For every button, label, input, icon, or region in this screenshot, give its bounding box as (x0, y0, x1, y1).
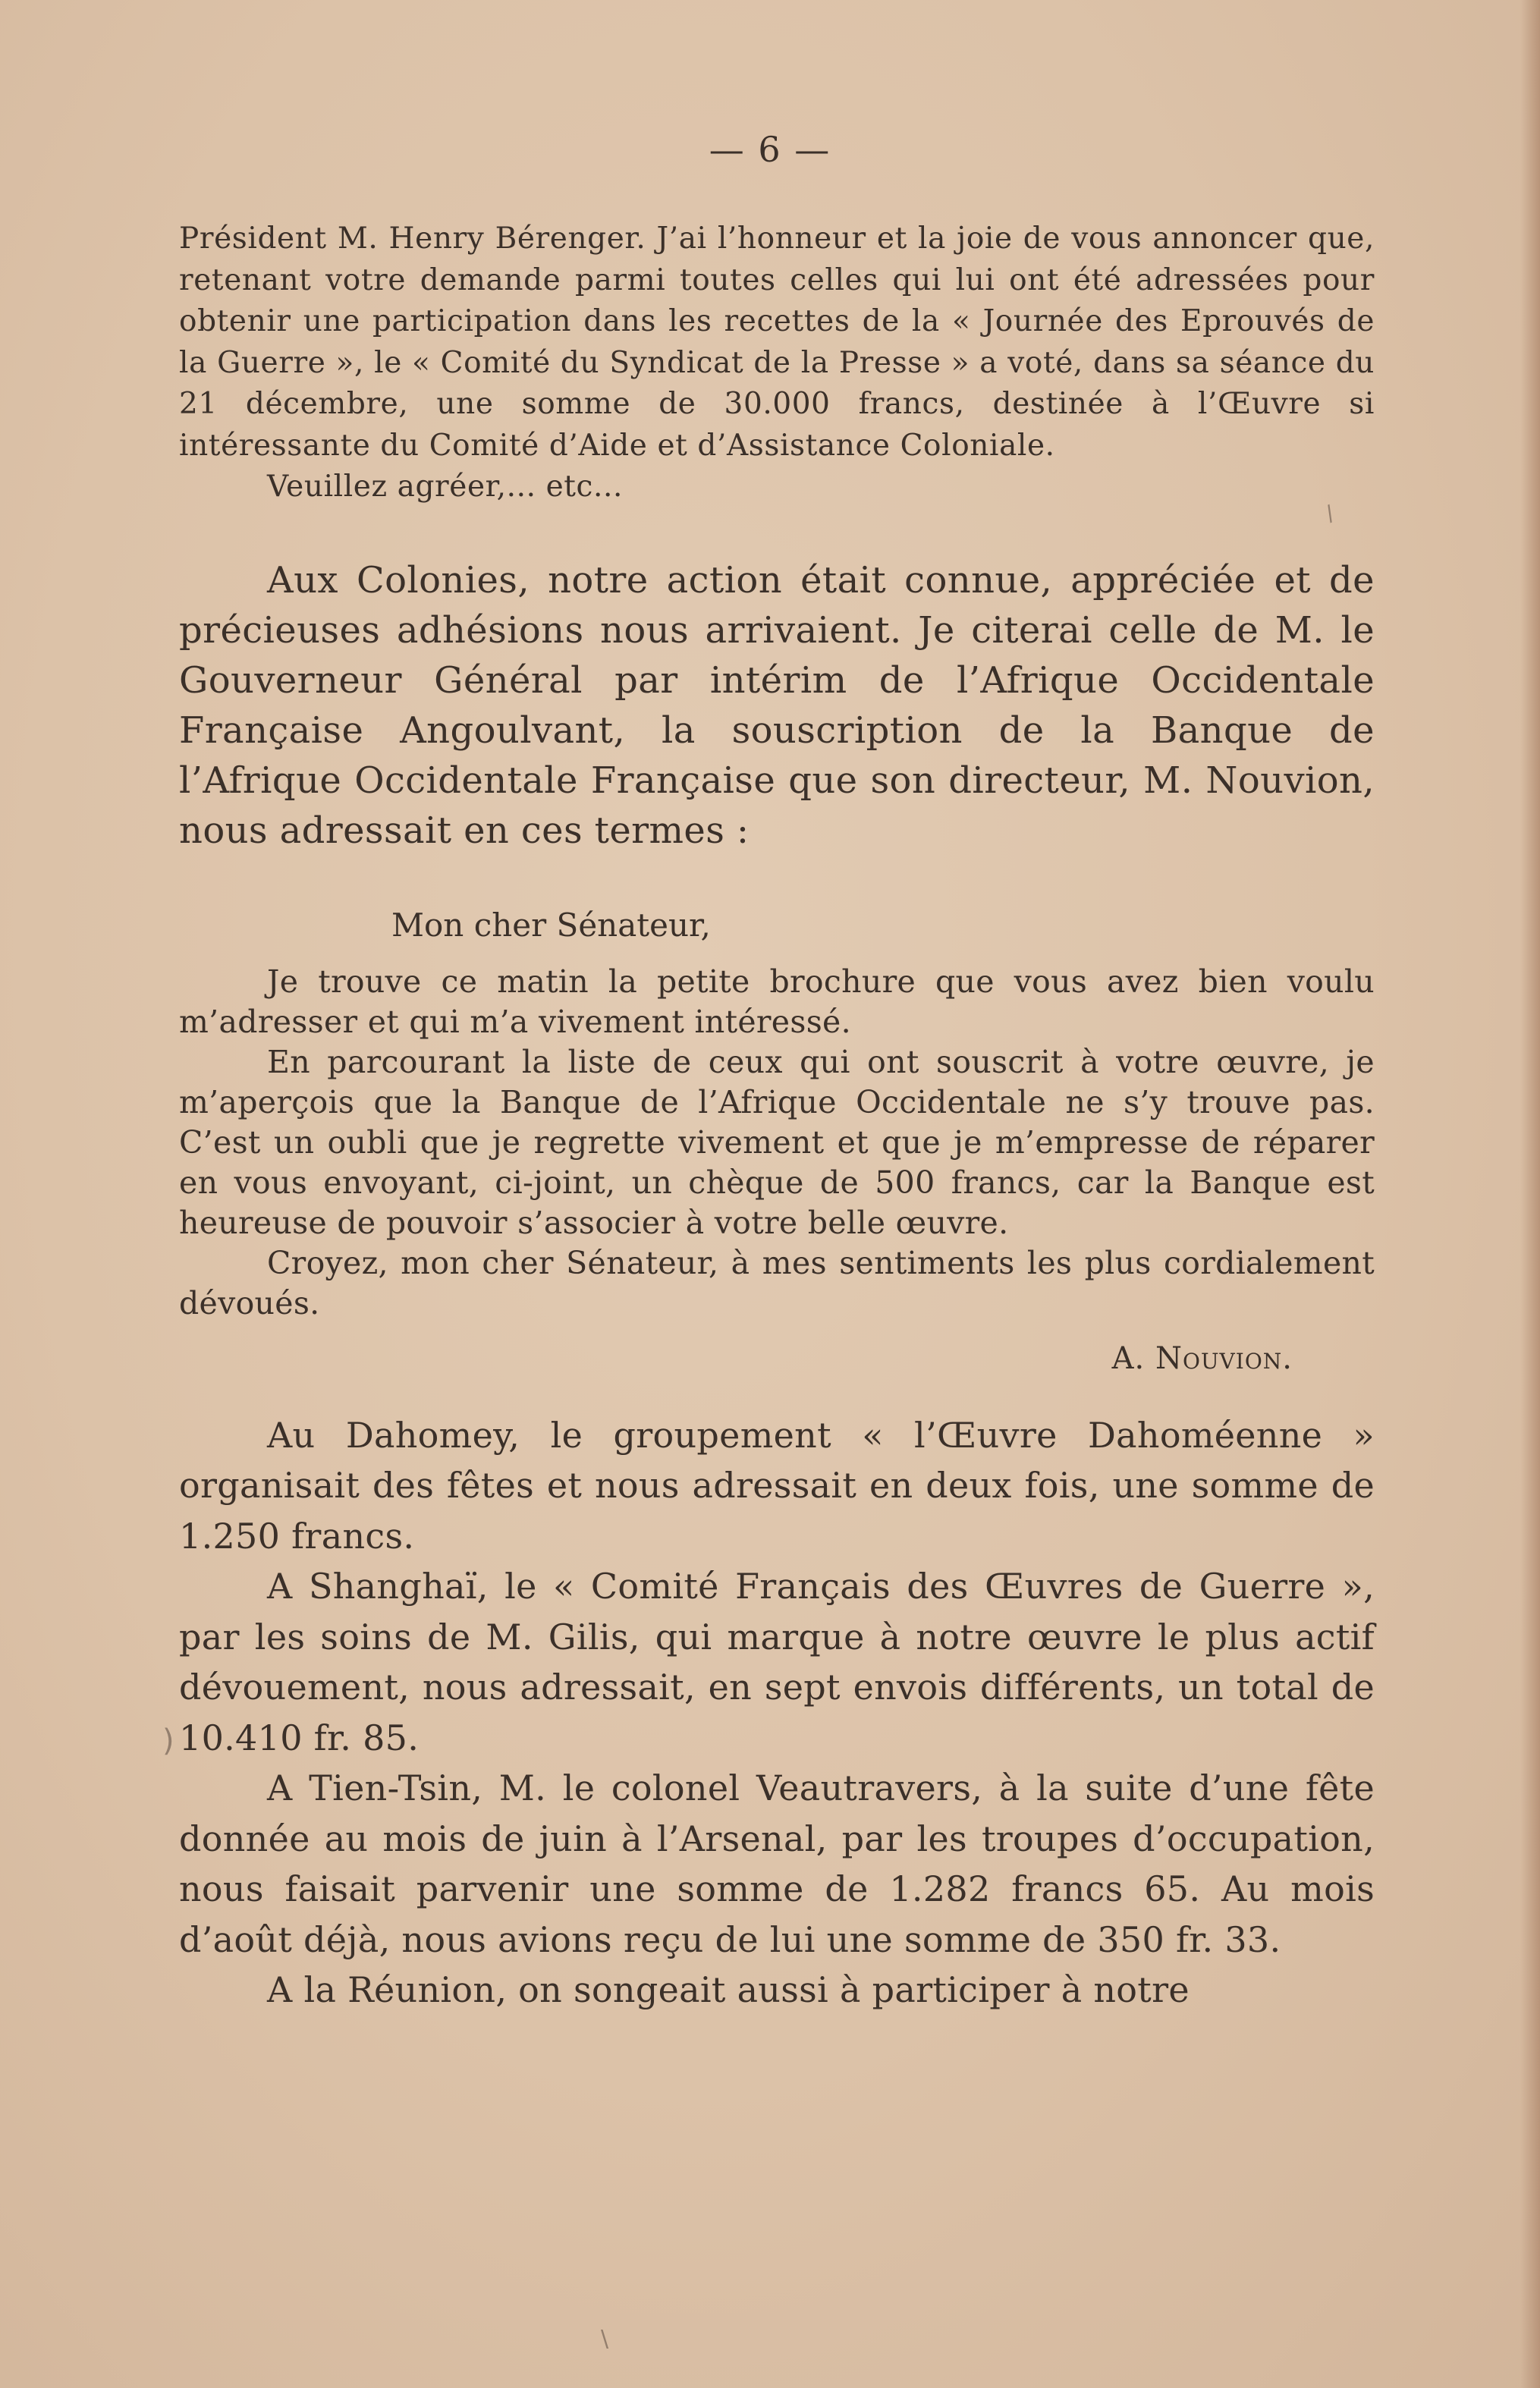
page-edge-shadow (1520, 0, 1540, 2388)
colonies-paragraph: A Shanghaï, le « Comité Français des Œuvres de Guerre », par les soins de M. Gilis, qui marque à notre œuvre le plus actif dévouement, nous adressait, en sept envois différents, un total de 10.410 fr. 85. (179, 1566, 1375, 1758)
stray-mark: \ (601, 2326, 609, 2352)
colonies-paragraph: Au Dahomey, le groupement « l’Œuvre Dahoméenne » organisait des fêtes et nous adressait en deux fois, une somme de 1.250 francs. (179, 1414, 1375, 1557)
letter-two-paragraph: Je trouve ce matin la petite brochure que vous avez bien voulu m’adresser et qui m’a vivement intéressé. (179, 963, 1375, 1040)
stray-mark: ) (162, 1723, 174, 1758)
colonies-block (179, 1410, 1375, 2016)
page-number: — 6 — (709, 129, 831, 170)
letter-two-paragraph: Croyez, mon cher Sénateur, à mes sentiments les plus cordialement dévoués. (179, 1244, 1375, 1321)
letter-two-paragraph: En parcourant la liste de ceux qui ont souscrit à votre œuvre, je m’aperçois que la Banque de l’Afrique Occidentale ne s’y trouve pas. C’est un oubli que je regrette vivement et que je m’empresse de réparer en vous envoyant, ci-joint, un chèque de 500 francs, car la Banque est heureuse de pouvoir s’associer à votre belle œuvre. (179, 1043, 1375, 1241)
page-text (179, 218, 1375, 2016)
letter-two-body (179, 962, 1375, 1324)
letter-two (179, 903, 1375, 1381)
main-paragraph: Aux Colonies, notre action était connue, appréciée et de précieuses adhésions nous arrivaient. Je citerai celle de M. le Gouverneur Général par intérim de l’Afrique Occidentale Française Angoulvant, la souscription de la Banque de l’Afrique Occidentale Française que son directeur, M. Nouvion, nous adressait en ces termes : (179, 558, 1375, 852)
colonies-paragraph: A Tien-Tsin, M. le colonel Veautravers, à la suite d’une fête donnée au mois de juin à l’Arsenal, par les troupes d’occupation, nous faisait parvenir une somme de 1.282 francs 65. Au mois d’août déjà, nous avions reçu de lui une somme de 350 fr. 33. (179, 1767, 1375, 1960)
colonies-paragraph: A la Réunion, on songeait aussi à participer à notre (267, 1969, 1190, 2010)
letter-one-valediction: Veuillez agréer,... etc... (267, 470, 623, 504)
stray-mark: ∕ (1321, 500, 1338, 526)
letter-two-salutation: Mon cher Sénateur, (391, 906, 711, 944)
main-paragraph-block (179, 555, 1375, 856)
letter-one-end (179, 218, 1375, 508)
letter-two-signature: A. Nouvion. (1111, 1340, 1293, 1376)
letter-one-paragraph: Président M. Henry Bérenger. J’ai l’honneur et la joie de vous annoncer que, retenant votre demande parmi toutes celles qui lui ont été adressées pour obtenir une participation dans les recettes de la « Journée des Eprouvés de la Guerre », le « Comité du Syndicat de la Presse » a voté, dans sa séance du 21 décembre, une somme de 30.000 francs, destinée à l’Œuvre si intéressante du Comité d’Aide et d’Assistance Coloniale. (179, 222, 1375, 463)
